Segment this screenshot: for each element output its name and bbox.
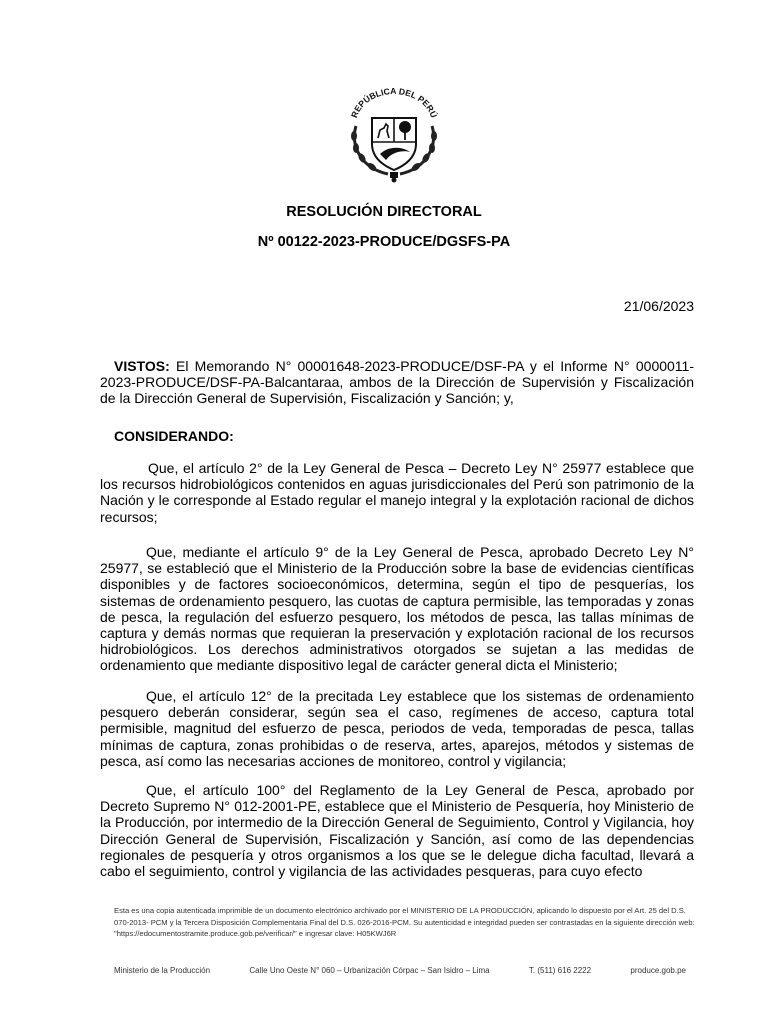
considerando-paragraph-1: Que, el artículo 2° de la Ley General de Pesca – Decreto Ley N° 25977 establece que los recursos hidrobiológicos contenidos en aguas jurisdiccionales del Perú son patrimonio de la Nación y le corresponde al Estado regular el manejo integral y la explotación racional de dichos recursos; (100, 460, 694, 525)
vistos-paragraph (100, 358, 694, 407)
peru-coat-of-arms-icon (342, 86, 446, 184)
considerando-heading: CONSIDERANDO: (114, 428, 234, 444)
vistos-label: VISTOS: (114, 358, 170, 374)
footer-web: produce.gob.pe (630, 966, 686, 975)
resolution-number: Nº 00122-2023-PRODUCE/DGSFS-PA (257, 234, 511, 250)
resolution-title: RESOLUCIÓN DIRECTORAL (286, 204, 482, 220)
considerando-paragraph-2: Que, mediante el artículo 9° de la Ley General de Pesca, aprobado Decreto Ley N° 25977, se estableció que el Ministerio de la Producción sobre la base de evidencias científicas disponibles y de factores socioeconómicos, determina, según el tipo de pesquerías, los sistemas de ordenamiento pesquero, las cuotas de captura permisible, las temporadas y zonas de pesca, la regulación del esfuerzo pesquero, los métodos de pesca, las tallas mínimas de captura y demás normas que requieran la preservación y explotación racional de los recursos hidrobiológicos. Los derechos administrativos otorgados se sujetan a las medidas de ordenamiento que mediante dispositivo legal de carácter general dicta el Ministerio; (100, 544, 694, 674)
svg-text:REPÚBLICA DEL PERÚ (349, 86, 440, 119)
footer-address: Calle Uno Oeste N° 060 – Urbanización Córpac – San Isidro – Lima (249, 966, 490, 975)
authenticity-footnote: Esta es una copia autenticada imprimible de un documento electrónico archivado por el MINISTERIO DE LA PRODUCCIÓN, aplicando lo dispuesto por el Art. 25 del D.S. 070-2013- PCM y la Tercera Disposición Complementaria Final del D.S. 026-2016-PCM. Su autenticidad e integridad pueden ser contrastadas en la siguiente dirección web: "https://edocumentostramite.produce.gob.pe/verificar/" e ingresar clave: H05KWJ6R (114, 906, 695, 939)
footer-phone: T. (511) 616 2222 (528, 966, 592, 975)
seal-text: REPÚBLICA DEL PERÚ (349, 86, 439, 120)
page-footer (114, 966, 686, 975)
vistos-text: El Memorando N° 00001648-2023-PRODUCE/DSF-PA y el Informe N° 0000011-2023-PRODUCE/DSF-PA-Balcantaraa, ambos de la Dirección de Supervisión y Fiscalización de la Dirección General de Supervisión, Fiscalización y Sanción; y, (100, 358, 694, 407)
considerando-paragraph-3: Que, el artículo 12° de la precitada Ley establece que los sistemas de ordenamiento pesquero deberán considerar, según sea el caso, regímenes de acceso, captura total permisible, magnitud del esfuerzo de pesca, periodos de veda, temporadas de pesca, tallas mínimas de captura, zonas prohibidas o de reserva, artes, aparejos, métodos y sistemas de pesca, así como las necesarias acciones de monitoreo, control y vigilancia; (100, 688, 694, 769)
considerando-paragraph-4: Que, el artículo 100° del Reglamento de la Ley General de Pesca, aprobado por Decreto Supremo N° 012-2001-PE, establece que el Ministerio de Pesquería, hoy Ministerio de la Producción, por intermedio de la Dirección General de Seguimiento, Control y Vigilancia, hoy Dirección General de Supervisión, Fiscalización y Sanción, así como de las dependencias regionales de pesquería y otros organismos a los que se le delegue dicha facultad, llevará a cabo el seguimiento, control y vigilancia de las actividades pesqueras, para cuyo efecto (100, 782, 694, 880)
footer-ministry: Ministerio de la Producción (114, 966, 211, 975)
document-date: 21/06/2023 (623, 298, 694, 314)
